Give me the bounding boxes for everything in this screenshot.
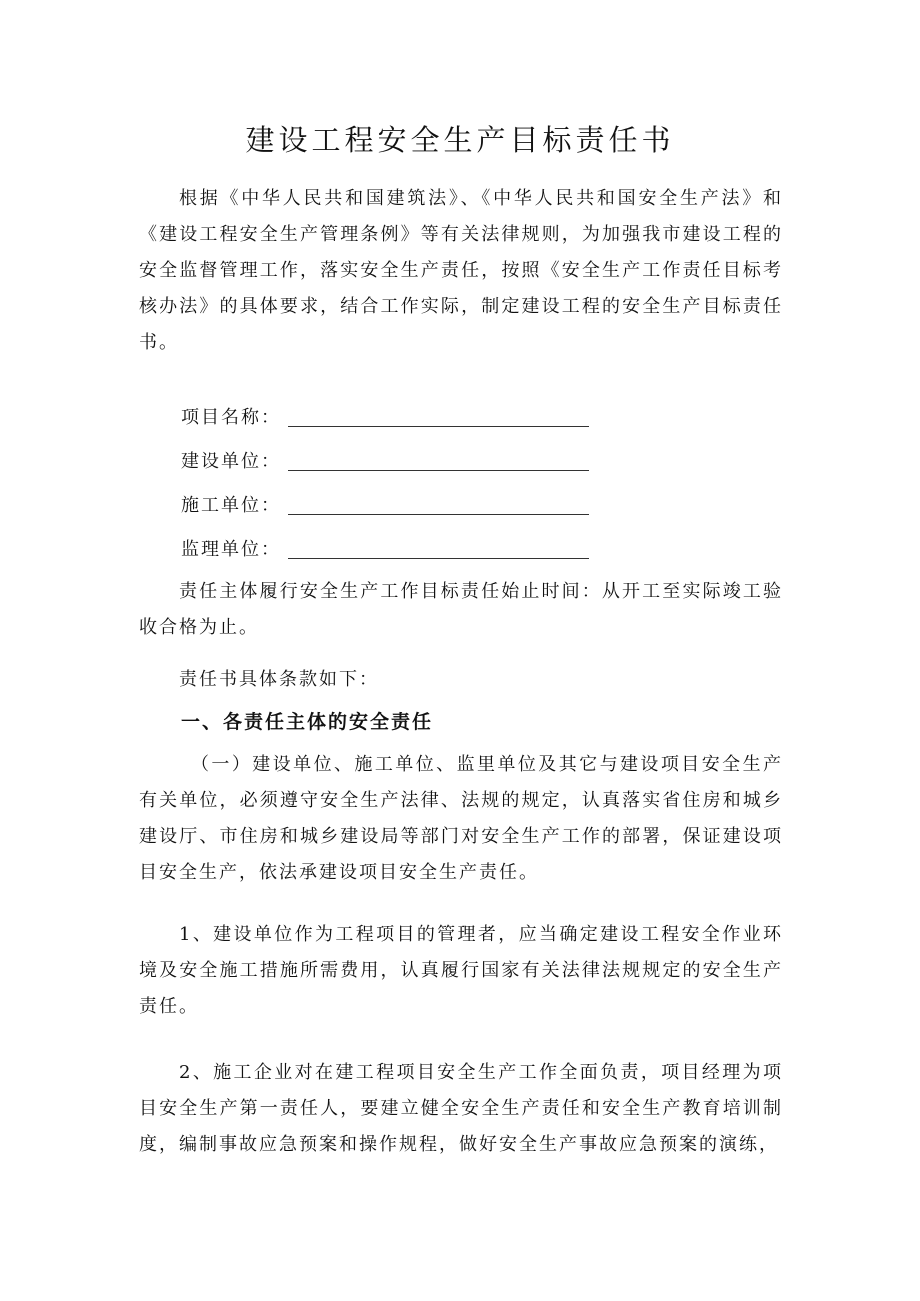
field-supervision-unit <box>181 532 281 568</box>
field-construction-unit <box>181 444 281 480</box>
field-project-name <box>181 400 281 436</box>
duration-paragraph: 责任主体履行安全生产工作目标责任始止时间：从开工至实际竣工验收合格为止。 <box>139 581 783 638</box>
field-label-construction-unit: 建设单位： <box>181 451 281 472</box>
field-blank-builder-unit[interactable] <box>288 514 589 515</box>
field-blank-supervision-unit[interactable] <box>288 558 589 559</box>
field-builder-unit <box>181 488 281 524</box>
intro-paragraph: 根据《中华人民共和国建筑法》、《中华人民共和国安全生产法》和《建设工程安全生产管理条例》等有关法律规则，为加强我市建设工程的安全监督管理工作，落实安全生产责任，按照《安全生产工作责任目标考核办法》的具体要求，结合工作实际，制定建设工程的安全生产目标责任书。 <box>139 188 783 353</box>
item-2-paragraph: 2、施工企业对在建工程项目安全生产工作全面负责，项目经理为项目安全生产第一责任人，要建立健全安全生产责任和安全生产教育培训制度，编制事故应急预案和操作规程，做好安全生产事故应急预案的演练， <box>139 1062 783 1155</box>
terms-intro: 责任书具体条款如下： <box>179 669 379 690</box>
clause-1-paragraph: （一）建设单位、施工单位、监里单位及其它与建设项目安全生产有关单位，必须遵守安全生产法律、法规的规定，认真落实省住房和城乡建设厅、市住房和城乡建设局等部门对安全生产工作的部署，保证建设项目安全生产，依法承建设项目安全生产责任。 <box>139 754 783 883</box>
field-blank-construction-unit[interactable] <box>288 470 589 471</box>
document-title: 建设工程安全生产目标责任书 <box>245 123 675 157</box>
field-blank-project-name[interactable] <box>288 426 589 427</box>
section-1-heading: 一、各责任主体的安全责任 <box>181 711 434 733</box>
field-label-builder-unit: 施工单位： <box>181 495 281 516</box>
field-label-project-name: 项目名称： <box>181 407 281 428</box>
item-1-paragraph: 1、建设单位作为工程项目的管理者，应当确定建设工程安全作业环境及安全施工措施所需费用，认真履行国家有关法律法规规定的安全生产责任。 <box>139 924 783 1017</box>
field-label-supervision-unit: 监理单位： <box>181 539 281 560</box>
